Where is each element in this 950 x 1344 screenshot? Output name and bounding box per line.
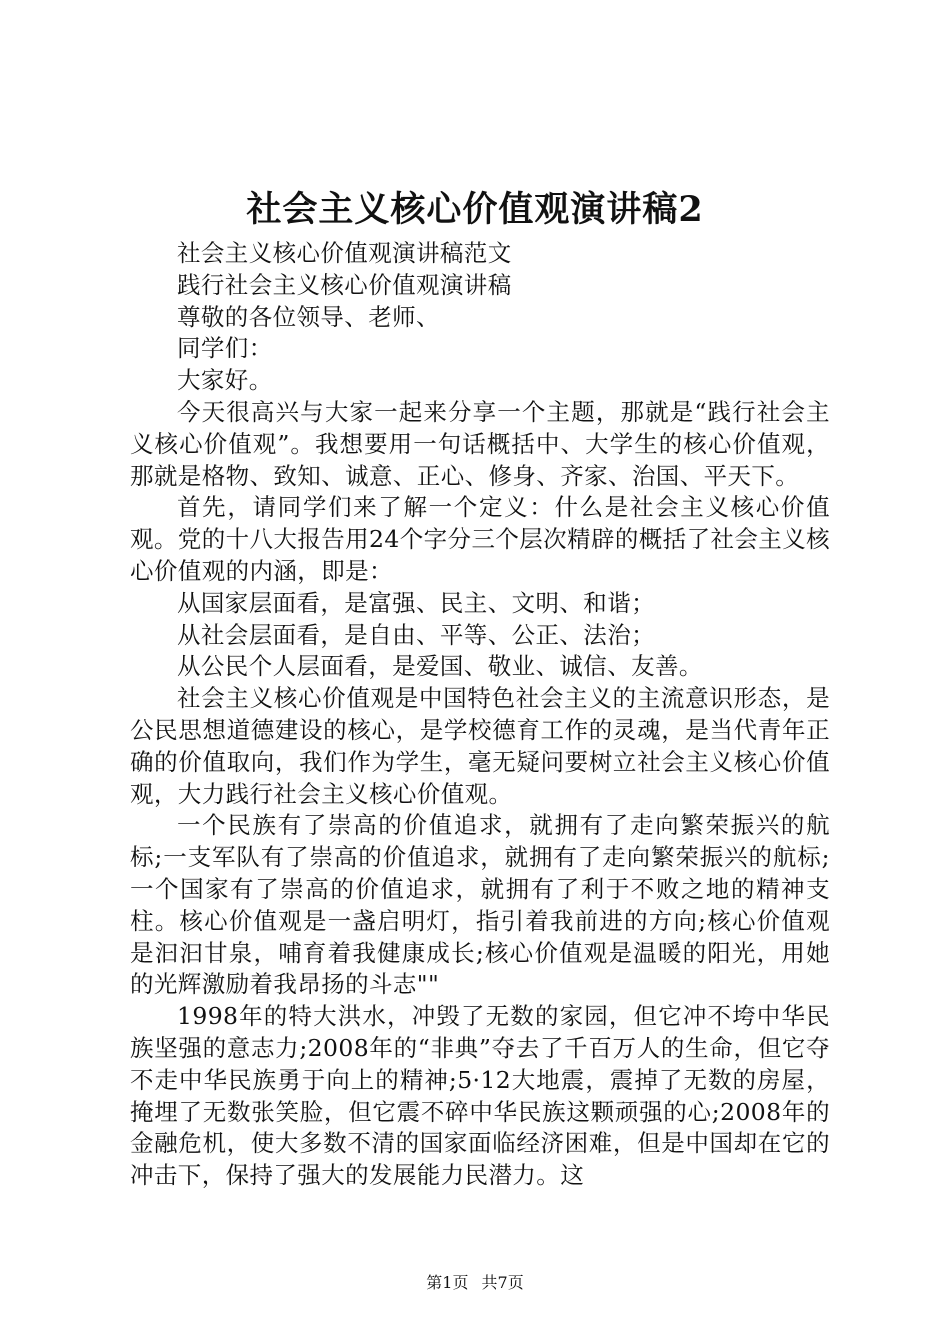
paragraph: 从公民个人层面看，是爱国、敬业、诚信、友善。	[177, 652, 703, 681]
paragraph: 1998年的特大洪水，冲毁了无数的家园，但它冲不垮中华民族坚强的意志力;2008年的“非典”夺去了千百万人的生命，但它夺不走中华民族勇于向上的精神;5·12大地震，震掉了无数的房屋，掩埋了无数张笑脸，但它震不碎中华民族这颗顽强的心;2008年的金融危机，使大多数不清的国家面临经济困难，但是中国却在它的冲击下，保持了强大的发展能力民潜力。这	[130, 1002, 830, 1190]
paragraph: 同学们：	[177, 334, 273, 363]
page-total: 共7页	[481, 1273, 524, 1292]
paragraph: 践行社会主义核心价值观演讲稿	[177, 270, 512, 299]
paragraph: 从国家层面看，是富强、民主、文明、和谐；	[177, 588, 655, 617]
page-footer	[0, 1272, 950, 1294]
paragraph: 从社会层面看，是自由、平等、公正、法治；	[177, 620, 655, 649]
page-number: 第1页	[426, 1273, 469, 1292]
document-title: 社会主义核心价值观演讲稿2	[246, 189, 704, 230]
paragraph: 社会主义核心价值观是中国特色社会主义的主流意识形态，是公民思想道德建设的核心，是学校德育工作的灵魂，是当代青年正确的价值取向，我们作为学生，毫无疑问要树立社会主义核心价值观，大力践行社会主义核心价值观。	[130, 684, 830, 808]
paragraph: 大家好。	[177, 366, 273, 395]
paragraph: 尊敬的各位领导、老师、	[177, 302, 440, 331]
document-body	[130, 238, 830, 1192]
paragraph: 一个民族有了崇高的价值追求，就拥有了走向繁荣振兴的航标;一支军队有了崇高的价值追求，就拥有了走向繁荣振兴的航标;一个国家有了崇高的价值追求，就拥有了利于不败之地的精神支柱。核心价值观是一盏启明灯，指引着我前进的方向;核心价值观是汩汩甘泉，哺育着我健康成长;核心价值观是温暖的阳光，用她的光辉激励着我昂扬的斗志""	[130, 811, 830, 999]
paragraph: 社会主义核心价值观演讲稿范文	[177, 239, 512, 267]
paragraph: 今天很高兴与大家一起来分享一个主题，那就是“践行社会主义核心价值观”。我想要用一句话概括中、大学生的核心价值观，那就是格物、致知、诚意、正心、修身、齐家、治国、平天下。	[130, 397, 830, 490]
paragraph: 首先，请同学们来了解一个定义：什么是社会主义核心价值观。党的十八大报告用24个字分三个层次精辟的概括了社会主义核心价值观的内涵，即是：	[130, 493, 830, 585]
